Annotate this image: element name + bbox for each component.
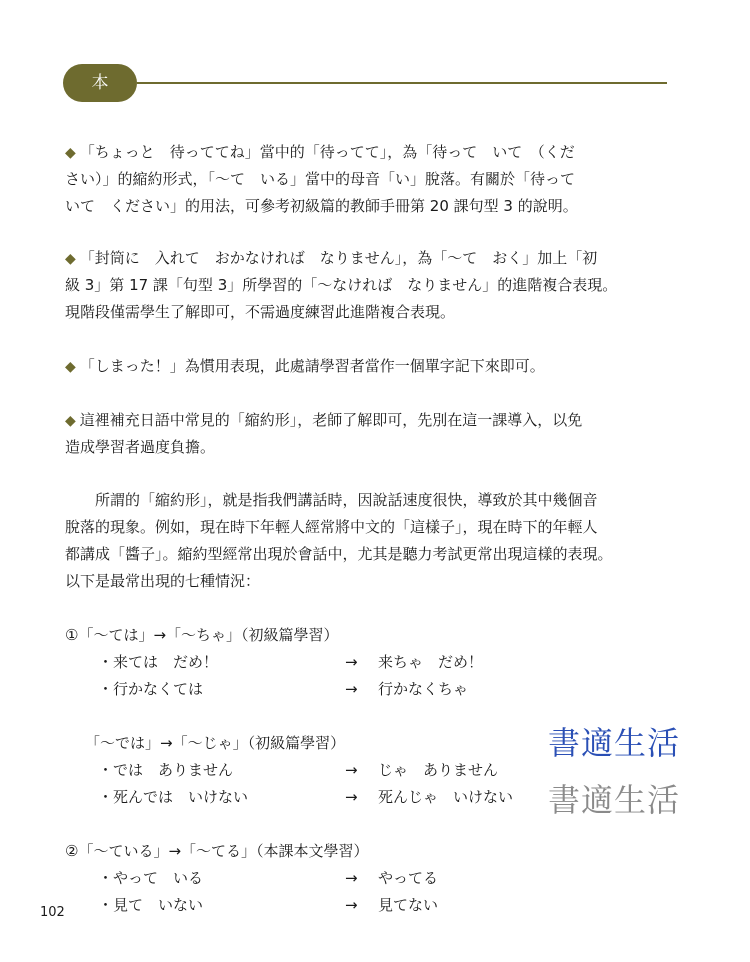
arrow-icon: → xyxy=(345,680,358,698)
intro-paragraph xyxy=(65,487,675,595)
example-from: ・見て いない xyxy=(98,896,204,914)
intro-line: 所謂的「縮約形」，就是指我們講話時，因說話速度很快，導致於其中幾個音 xyxy=(95,491,598,509)
note-line: 「ちょっと 待っててね」當中的「待ってて」，為「待って いて （くだ xyxy=(79,143,575,161)
example-to: 死んじゃ いけない xyxy=(378,788,514,806)
intro-line: 脫落的現象。例如，現在時下年輕人經常將中文的「這樣子」，現在時下的年輕人 xyxy=(65,518,598,536)
example-to: じゃ ありません xyxy=(378,761,499,779)
header-divider xyxy=(137,82,667,84)
arrow-icon: → xyxy=(345,653,358,671)
example-to: やってる xyxy=(378,869,439,887)
note-line: いて ください」的用法，可參考初級篇的教師手冊第 20 課句型 3 的說明。 xyxy=(65,197,578,215)
example-from: ・では ありません xyxy=(98,761,234,779)
note-line: 現階段僅需學生了解即可，不需過度練習此進階複合表現。 xyxy=(65,303,456,321)
diamond-bullet-icon: ◆ xyxy=(65,145,76,161)
note-line: 級 3」第 17 課「句型 3」所學習的「〜なければ なりません」的進階複合表現。 xyxy=(65,276,618,294)
arrow-icon: → xyxy=(345,761,358,779)
watermark-gray: 書適生活 xyxy=(548,781,681,819)
example-from: ・来ては だめ！ xyxy=(98,653,219,671)
example-from: ・やって いる xyxy=(98,869,204,887)
example-from: ・死んでは いけない xyxy=(98,788,249,806)
intro-line: 以下是最常出現的七種情況： xyxy=(65,572,261,590)
section-title-badge: 本 文 xyxy=(63,64,137,102)
example-to: 来ちゃ だめ！ xyxy=(378,653,484,671)
example-to: 行かなくちゃ xyxy=(378,680,469,698)
note-paragraph xyxy=(65,245,675,326)
contraction-heading: ②「〜ている」→「〜てる」（本課本文學習） xyxy=(65,842,369,860)
example-from: ・行かなくては xyxy=(98,680,204,698)
diamond-bullet-icon: ◆ xyxy=(65,359,76,375)
example-to: 見てない xyxy=(378,896,439,914)
contraction-heading: ①「〜ては」→「〜ちゃ」（初級篇學習） xyxy=(65,626,339,644)
note-paragraph xyxy=(65,353,675,380)
note-line: 「しまった！」為慣用表現，此處請學習者當作一個單字記下來即可。 xyxy=(79,357,545,375)
contraction-heading: 「〜では」→「〜じゃ」（初級篇學習） xyxy=(85,734,346,752)
intro-line: 都講成「醬子」。縮約型經常出現於會話中，尤其是聽力考試更常出現這樣的表現。 xyxy=(65,545,613,563)
diamond-bullet-icon: ◆ xyxy=(65,413,76,429)
note-paragraph xyxy=(65,139,675,220)
arrow-icon: → xyxy=(345,896,358,914)
note-line: 造成學習者過度負擔。 xyxy=(65,438,216,456)
page-number: 102 xyxy=(40,905,65,920)
note-paragraph xyxy=(65,407,675,461)
watermark-blue: 書適生活 xyxy=(548,724,681,762)
section-header xyxy=(63,64,667,131)
arrow-icon: → xyxy=(345,869,358,887)
diamond-bullet-icon: ◆ xyxy=(65,251,76,267)
arrow-icon: → xyxy=(345,788,358,806)
note-line: 這裡補充日語中常見的「縮約形」，老師了解即可，先別在這一課導入，以免 xyxy=(79,411,583,429)
note-line: さい）」的縮約形式，「〜て いる」當中的母音「い」脫落。有關於「待って xyxy=(65,170,576,188)
note-line: 「封筒に 入れて おかなければ なりません」，為「〜て おく」加上「初 xyxy=(79,249,598,267)
